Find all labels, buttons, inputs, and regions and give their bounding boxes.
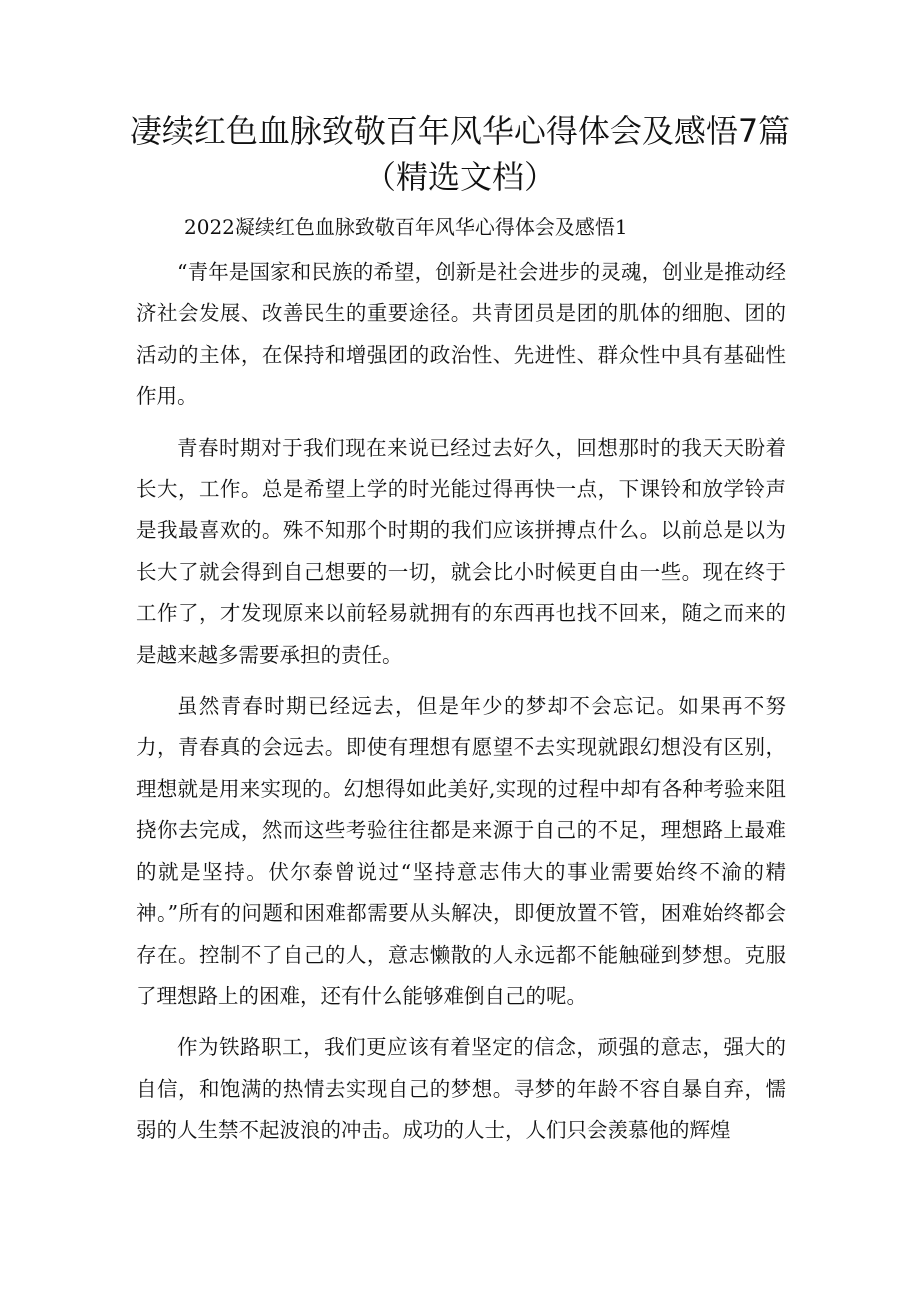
- paragraph: “青年是国家和民族的希望，创新是社会进步的灵魂，创业是推动经济社会发展、改善民生的重要途径。共青团员是团的肌体的细胞、团的活动的主体，在保持和增强团的政治性、先进性、群众性中具有基础性作用。: [136, 260, 786, 409]
- paragraph: 青春时期对于我们现在来说已经过去好久，回想那时的我天天盼着长大，工作。总是希望上学的时光能过得再快一点，下课铃和放学铃声是我最喜欢的。殊不知那个时期的我们应该拼搏点什么。以前总是以为长大了就会得到自己想要的一切，就会比小时候更自由一些。现在终于工作了，才发现原来以前轻易就拥有的东西再也找不回来，随之而来的是越来越多需要承担的责任。: [136, 435, 786, 667]
- document-body: [136, 252, 786, 1162]
- paragraph: 虽然青春时期已经远去，但是年少的梦却不会忘记。如果再不努力，青春真的会远去。即使有理想有愿望不去实现就跟幻想没有区别，理想就是用来实现的。幻想得如此美好,实现的过程中却有各种考验来阻挠你去完成，然而这些考验往往都是来源于自己的不足，理想路上最难的就是坚持。伏尔泰曾说过“坚持意志伟大的事业需要始终不渝的精神。”所有的问题和困难都需要从头解决，即便放置不管，困难始终都会存在。控制不了自己的人，意志懒散的人永远都不能触碰到梦想。克服了理想路上的困难，还有什么能够难倒自己的呢。: [136, 694, 786, 1008]
- paragraph: 作为铁路职工，我们更应该有着坚定的信念，顽强的意志，强大的自信，和饱满的热情去实现自己的梦想。寻梦的年龄不容自暴自弃，懦弱的人生禁不起波浪的冲击。成功的人士，人们只会羡慕他的辉煌: [136, 1035, 786, 1143]
- section-subtitle: 2022凝续红色血脉致敬百年风华心得体会及感悟1: [184, 215, 628, 239]
- document-title: 凄续红色血脉致敬百年风华心得体会及感悟7篇（精选文档）: [129, 112, 791, 196]
